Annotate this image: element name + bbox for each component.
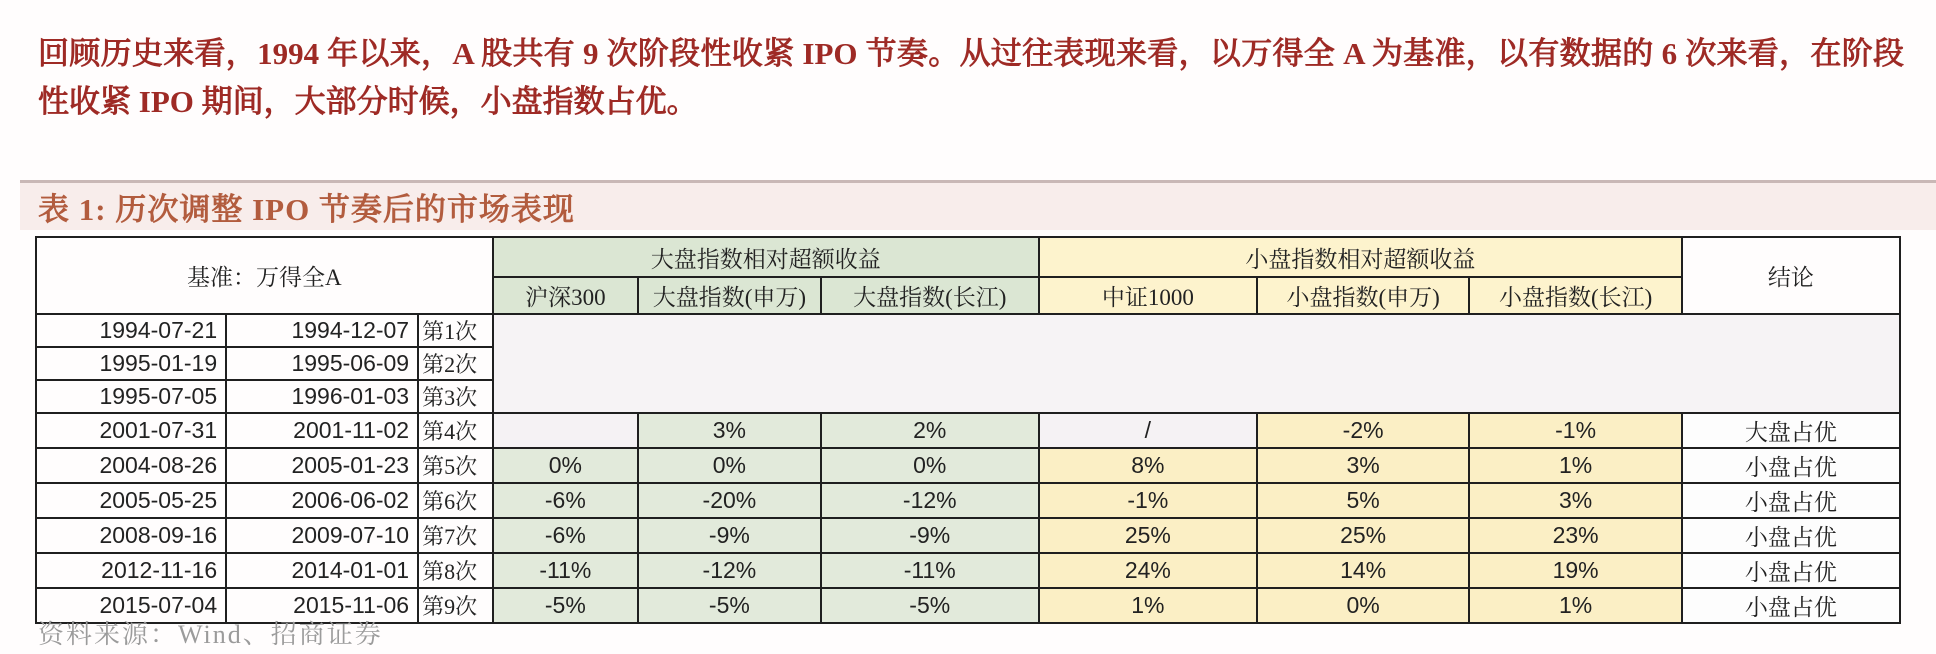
cell-phase: 第2次 [418,347,493,380]
cell-start-date: 2004-08-26 [36,448,226,483]
header-benchmark: 基准：万得全A [36,237,493,314]
cell-value: 25% [1039,518,1257,553]
cell-value: 5% [1257,483,1469,518]
cell-start-date: 2012-11-16 [36,553,226,588]
cell-value [493,413,638,448]
cell-conclusion: 小盘占优 [1682,448,1900,483]
cell-start-date: 1995-07-05 [36,380,226,413]
cell-phase: 第5次 [418,448,493,483]
cell-value: 0% [493,448,638,483]
cell-end-date: 2009-07-10 [226,518,418,553]
table-row [36,553,1900,588]
cell-start-date: 2001-07-31 [36,413,226,448]
cell-value: 1% [1469,448,1681,483]
cell-value: -11% [821,553,1039,588]
cell-phase: 第1次 [418,314,493,347]
header-conclusion: 结论 [1682,237,1900,314]
cell-conclusion: 小盘占优 [1682,518,1900,553]
header-col-largecap-cj: 大盘指数(长江) [821,277,1039,314]
header-col-smallcap-cj: 小盘指数(长江) [1469,277,1681,314]
cell-conclusion: 小盘占优 [1682,483,1900,518]
cell-value: -12% [821,483,1039,518]
cell-conclusion: 小盘占优 [1682,553,1900,588]
cell-phase: 第4次 [418,413,493,448]
cell-phase: 第6次 [418,483,493,518]
source-note: 资料来源：Wind、招商证券 [38,620,383,649]
cell-start-date: 2015-07-04 [36,588,226,623]
cell-start-date: 1994-07-21 [36,314,226,347]
cell-end-date: 2014-01-01 [226,553,418,588]
cell-no-data-region [493,314,1900,413]
cell-value: -5% [821,588,1039,623]
header-col-hs300: 沪深300 [493,277,638,314]
cell-end-date: 1995-06-09 [226,347,418,380]
cell-value: 19% [1469,553,1681,588]
cell-end-date: 2005-01-23 [226,448,418,483]
table-row [36,518,1900,553]
cell-phase: 第8次 [418,553,493,588]
cell-end-date: 1996-01-03 [226,380,418,413]
cell-conclusion: 小盘占优 [1682,588,1900,623]
cell-value: 25% [1257,518,1469,553]
cell-value: 2% [821,413,1039,448]
header-col-csi1000: 中证1000 [1039,277,1257,314]
cell-phase: 第9次 [418,588,493,623]
cell-value: -1% [1039,483,1257,518]
cell-value: -6% [493,518,638,553]
cell-value: 0% [638,448,821,483]
cell-phase: 第3次 [418,380,493,413]
cell-value: -20% [638,483,821,518]
cell-conclusion: 大盘占优 [1682,413,1900,448]
cell-end-date: 1994-12-07 [226,314,418,347]
cell-end-date: 2006-06-02 [226,483,418,518]
table-row [36,413,1900,448]
cell-start-date: 1995-01-19 [36,347,226,380]
cell-value: 23% [1469,518,1681,553]
cell-value: -12% [638,553,821,588]
header-group-large-cap: 大盘指数相对超额收益 [493,237,1039,277]
cell-value: / [1039,413,1257,448]
cell-value: 0% [821,448,1039,483]
header-col-largecap-sw: 大盘指数(申万) [638,277,821,314]
cell-value: 1% [1469,588,1681,623]
cell-value: -5% [638,588,821,623]
table-row [36,314,1900,347]
cell-phase: 第7次 [418,518,493,553]
cell-value: -6% [493,483,638,518]
table-title: 表 1: 历次调整 IPO 节奏后的市场表现 [38,192,575,227]
cell-start-date: 2005-05-25 [36,483,226,518]
cell-value: -9% [638,518,821,553]
cell-value: -9% [821,518,1039,553]
table-row [36,448,1900,483]
table-row [36,483,1900,518]
cell-value: 14% [1257,553,1469,588]
cell-value: 3% [1257,448,1469,483]
cell-value: 3% [638,413,821,448]
cell-value: 8% [1039,448,1257,483]
cell-value: -11% [493,553,638,588]
cell-end-date: 2015-11-06 [226,588,418,623]
header-col-smallcap-sw: 小盘指数(申万) [1257,277,1469,314]
ipo-history-table [35,236,1901,624]
cell-value: 3% [1469,483,1681,518]
cell-value: -1% [1469,413,1681,448]
cell-value: 24% [1039,553,1257,588]
cell-end-date: 2001-11-02 [226,413,418,448]
intro-paragraph: 回顾历史来看，1994 年以来，A 股共有 9 次阶段性收紧 IPO 节奏。从过往表现来看，以万得全 A 为基准，以有数据的 6 次来看，在阶段性收紧 IPO 期间，大部分时候，小盘指数占优。 [38,36,1904,119]
cell-value: -2% [1257,413,1469,448]
cell-start-date: 2008-09-16 [36,518,226,553]
cell-value: 1% [1039,588,1257,623]
cell-value: -5% [493,588,638,623]
cell-value: 0% [1257,588,1469,623]
header-group-small-cap: 小盘指数相对超额收益 [1039,237,1682,277]
table-title-bar [20,180,1936,230]
